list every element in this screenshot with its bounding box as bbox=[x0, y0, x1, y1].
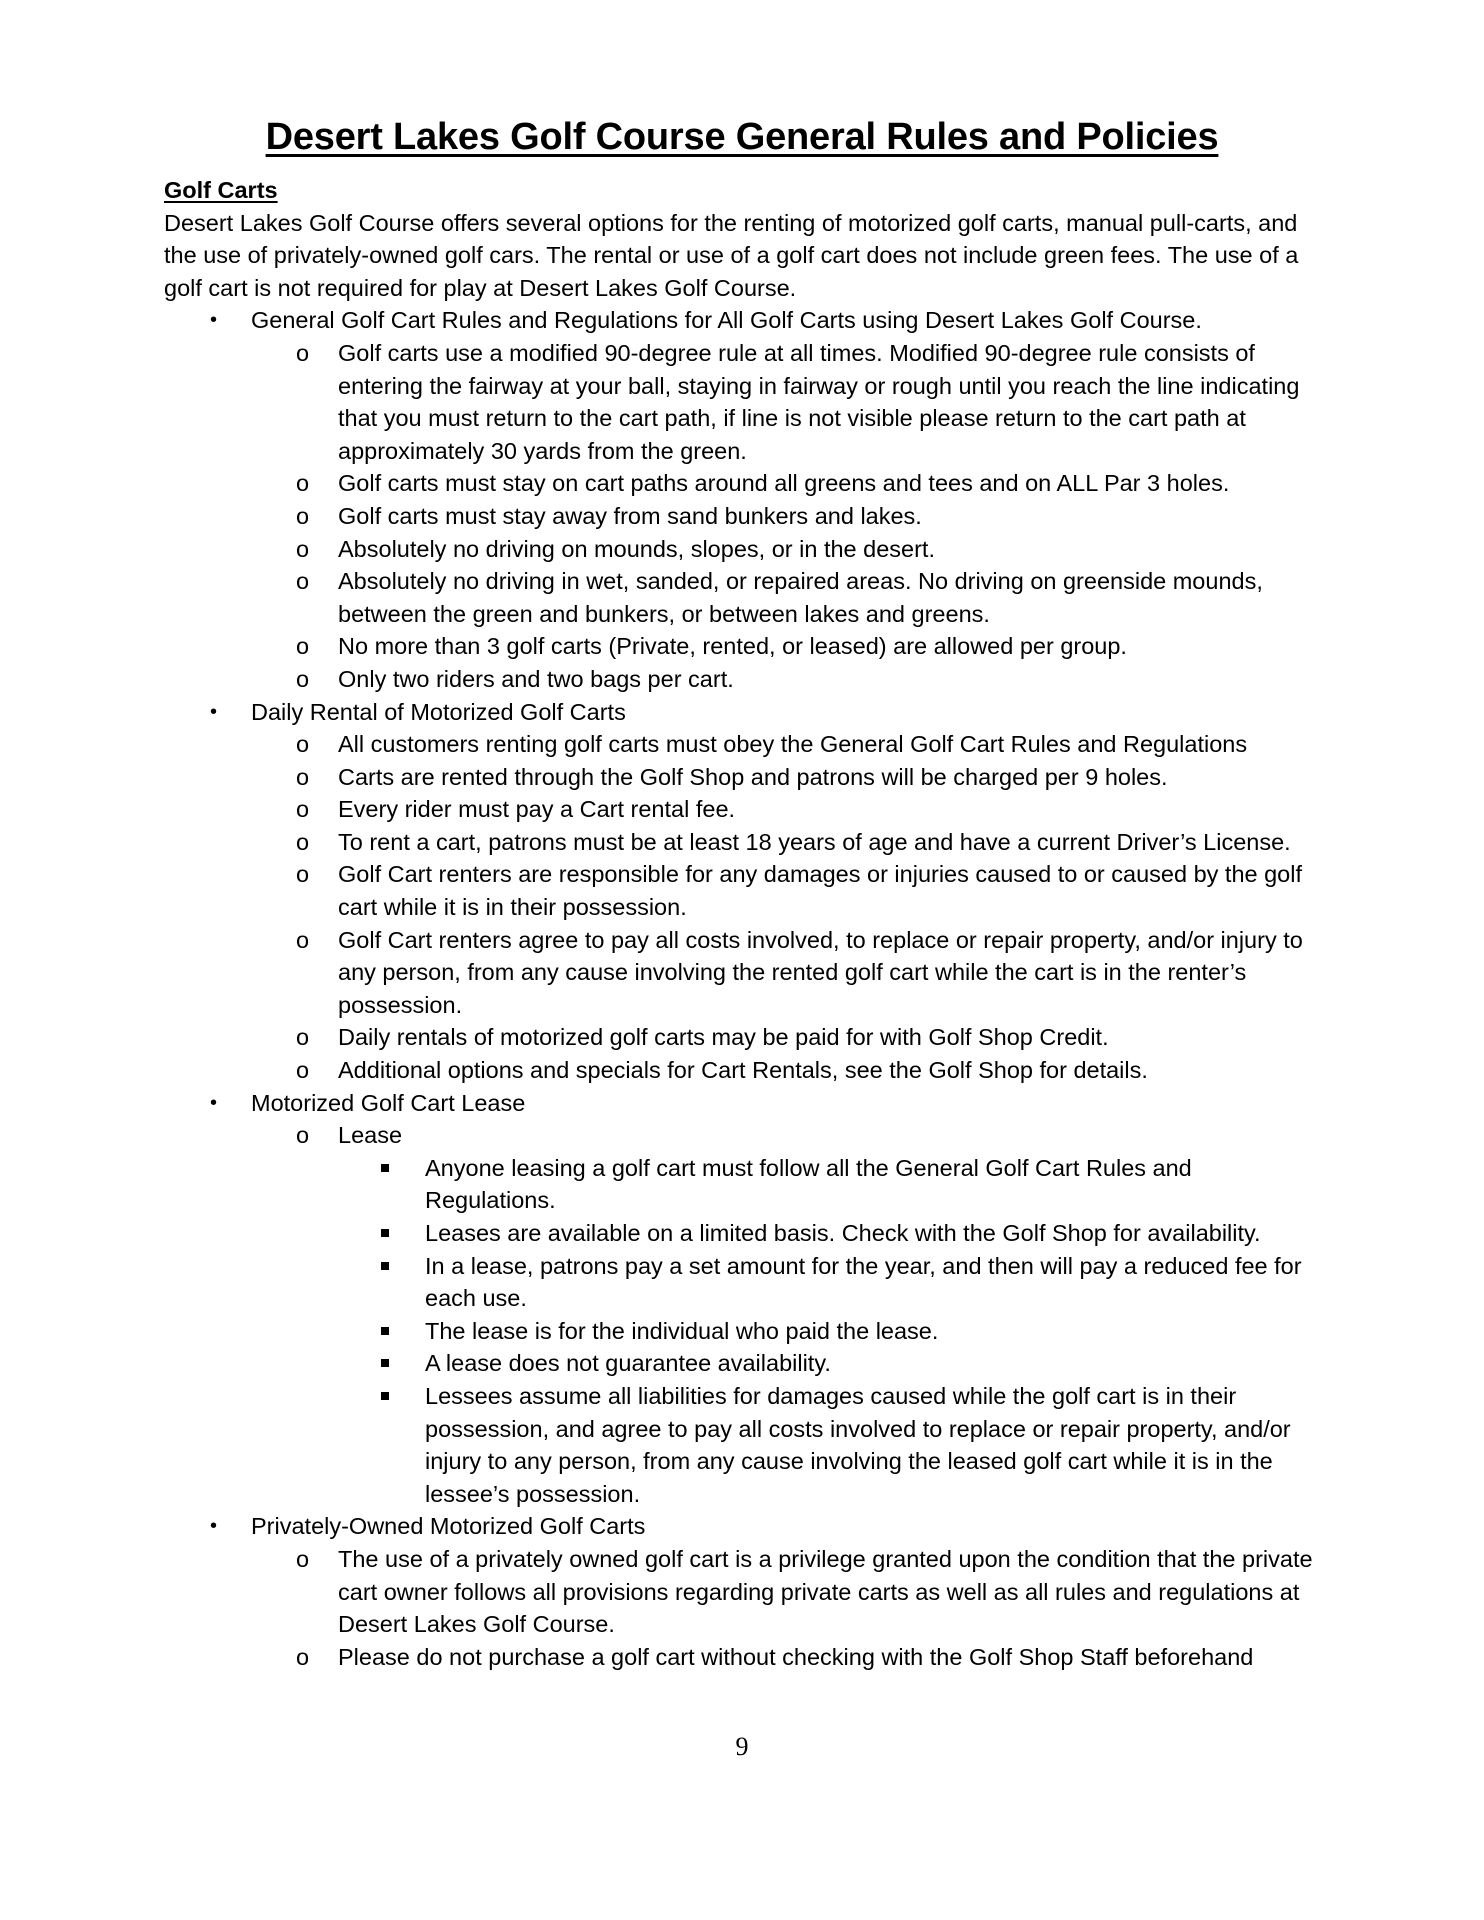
sublist-item-text: Absolutely no driving on mounds, slopes, or in the desert. bbox=[338, 535, 935, 562]
sublist-item bbox=[251, 630, 1314, 663]
lease-detail-item bbox=[338, 1347, 1314, 1380]
sublist-item bbox=[251, 663, 1314, 696]
circle-marker: o bbox=[296, 1545, 310, 1572]
circle-marker: o bbox=[296, 763, 310, 790]
circle-marker: o bbox=[296, 535, 310, 562]
square-bullet-marker bbox=[381, 1327, 389, 1335]
square-bullet-marker bbox=[381, 1392, 389, 1400]
sublist-item-text: Absolutely no driving in wet, sanded, or repaired areas. No driving on greenside mounds, between the green and bunkers, or between lakes and greens. bbox=[338, 568, 1263, 627]
circle-marker: o bbox=[296, 861, 310, 888]
lease-detail-text: In a lease, patrons pay a set amount for the year, and then will pay a reduced fee for each use. bbox=[425, 1252, 1302, 1312]
sublist-general-rules bbox=[251, 337, 1314, 696]
sublist-item-text: Golf Cart renters are responsible for any damages or injuries caused to or caused by the golf cart while it is in their possession. bbox=[338, 861, 1303, 921]
circle-marker: o bbox=[296, 1024, 310, 1051]
sublist-item-text: Daily rentals of motorized golf carts may be paid for with Golf Shop Credit. bbox=[338, 1024, 1109, 1051]
circle-marker: o bbox=[296, 926, 310, 953]
list-item-private-carts bbox=[164, 1510, 1314, 1673]
lease-detail-item bbox=[338, 1315, 1314, 1348]
sublist-item-text: Only two riders and two bags per cart. bbox=[338, 665, 734, 692]
sublist-item bbox=[251, 924, 1314, 1022]
sublist-item-text: Golf carts must stay away from sand bunkers and lakes. bbox=[338, 502, 922, 529]
sublist-item-text: Golf carts use a modified 90-degree rule at all times. Modified 90-degree rule consists of entering the fairway at your ball, staying in fairway or rough until you reach the line indicating that you must return to the cart path, if line is not visible please return to the cart path at approximately 30 yards from the green. bbox=[338, 339, 1300, 464]
sublist-item bbox=[251, 1641, 1314, 1674]
sublist-item bbox=[251, 1054, 1314, 1087]
lease-detail-item bbox=[338, 1217, 1314, 1250]
circle-marker: o bbox=[296, 665, 310, 692]
square-bullet-marker bbox=[381, 1262, 389, 1270]
sublist-item-lease bbox=[251, 1119, 1314, 1510]
bullet-marker: • bbox=[210, 1515, 218, 1538]
sublist-item bbox=[251, 1021, 1314, 1054]
sublist-item-text: Additional options and specials for Cart Rentals, see the Golf Shop for details. bbox=[338, 1057, 1148, 1084]
page-number: 9 bbox=[735, 1732, 749, 1761]
sublist-cart-lease bbox=[251, 1119, 1314, 1510]
lease-detail-item bbox=[338, 1380, 1314, 1510]
lease-detail-item bbox=[338, 1152, 1314, 1217]
bullet-marker: • bbox=[210, 309, 218, 332]
square-bullet-marker bbox=[381, 1229, 389, 1237]
document-title: Desert Lakes Golf Course General Rules and Policies bbox=[265, 116, 1219, 159]
lease-detail-text: The lease is for the individual who paid the lease. bbox=[425, 1317, 939, 1344]
square-bullet-marker bbox=[381, 1164, 389, 1172]
circle-marker: o bbox=[296, 828, 310, 855]
circle-marker: o bbox=[296, 339, 310, 366]
square-bullet-marker bbox=[381, 1359, 389, 1367]
sublist-item bbox=[251, 858, 1314, 923]
circle-marker: o bbox=[296, 568, 310, 595]
sublist-item bbox=[251, 500, 1314, 533]
sublist-item-text: Golf carts must stay on cart paths around all greens and tees and on ALL Par 3 holes. bbox=[338, 470, 1230, 497]
lease-detail-text: Leases are available on a limited basis. Check with the Golf Shop for availability. bbox=[425, 1220, 1261, 1246]
sublist-item-text: Lease bbox=[338, 1122, 403, 1149]
circle-marker: o bbox=[296, 1057, 310, 1084]
sublist-item bbox=[251, 1543, 1314, 1641]
sublist-item bbox=[251, 467, 1314, 500]
sublist-daily-rental bbox=[251, 728, 1314, 1087]
sublist-item-text: Golf Cart renters agree to pay all costs involved, to replace or repair property, and/or injury to any person, from any cause involving the rented golf cart while the cart is in the renter’s possession. bbox=[338, 926, 1303, 1018]
circle-marker: o bbox=[296, 1643, 310, 1670]
sublist-private-carts bbox=[251, 1543, 1314, 1673]
lease-detail-text: Anyone leasing a golf cart must follow all the General Golf Cart Rules and Regulations. bbox=[425, 1154, 1192, 1214]
lease-detail-item bbox=[338, 1250, 1314, 1315]
circle-marker: o bbox=[296, 796, 310, 823]
sublist-item-text: Carts are rented through the Golf Shop and patrons will be charged per 9 holes. bbox=[338, 763, 1168, 790]
sublist-item bbox=[251, 826, 1314, 859]
section-heading-golf-carts: Golf Carts bbox=[164, 177, 278, 203]
sublist-item-text: No more than 3 golf carts (Private, rented, or leased) are allowed per group. bbox=[338, 633, 1127, 660]
list-item-label: Motorized Golf Cart Lease bbox=[251, 1089, 526, 1116]
sublist-item-text: All customers renting golf carts must obey the General Golf Cart Rules and Regulations bbox=[338, 731, 1248, 758]
sublist-item bbox=[251, 337, 1314, 467]
circle-marker: o bbox=[296, 633, 310, 660]
sublist-item bbox=[251, 565, 1314, 630]
circle-marker: o bbox=[296, 470, 310, 497]
sublist-item bbox=[251, 533, 1314, 566]
list-item-label: General Golf Cart Rules and Regulations for All Golf Carts using Desert Lakes Golf Course. bbox=[251, 307, 1202, 334]
sublist-item-text: Please do not purchase a golf cart without checking with the Golf Shop Staff beforehand bbox=[338, 1643, 1254, 1670]
list-item-label: Privately-Owned Motorized Golf Carts bbox=[251, 1513, 646, 1540]
sublist-item-text: Every rider must pay a Cart rental fee. bbox=[338, 796, 736, 823]
sublist-item bbox=[251, 728, 1314, 761]
policy-list bbox=[164, 304, 1314, 1673]
lease-detail-text: A lease does not guarantee availability. bbox=[425, 1350, 831, 1377]
sublist-item bbox=[251, 793, 1314, 826]
lease-detail-text: Lessees assume all liabilities for damages caused while the golf cart is in their possession, and agree to pay all costs involved to replace or repair property, and/or injury to any person, from any cause involving the leased golf cart while it is in the lessee’s possession. bbox=[425, 1382, 1291, 1507]
bullet-marker: • bbox=[210, 1091, 218, 1114]
list-item-general-rules bbox=[164, 304, 1314, 695]
sublist-item-text: The use of a privately owned golf cart is a privilege granted upon the condition that the private cart owner follows all provisions regarding private carts as well as all rules and regulations at Desert Lakes Golf Course. bbox=[338, 1545, 1313, 1638]
intro-paragraph: Desert Lakes Golf Course offers several options for the renting of motorized golf carts, manual pull-carts, and the use of privately-owned golf cars. The rental or use of a golf cart does not include green fees. The use of a golf cart is not required for play at Desert Lakes Golf Course. bbox=[164, 209, 1299, 301]
document-body bbox=[164, 174, 1314, 1673]
list-item-cart-lease bbox=[164, 1087, 1314, 1511]
list-item-label: Daily Rental of Motorized Golf Carts bbox=[251, 698, 626, 725]
list-item-daily-rental bbox=[164, 696, 1314, 1087]
sublist-item bbox=[251, 761, 1314, 794]
sublist-item-text: To rent a cart, patrons must be at least 18 years of age and have a current Driver’s License. bbox=[338, 828, 1291, 855]
lease-detail-list bbox=[338, 1152, 1314, 1511]
bullet-marker: • bbox=[210, 700, 218, 723]
circle-marker: o bbox=[296, 502, 310, 529]
circle-marker: o bbox=[296, 731, 310, 758]
circle-marker: o bbox=[296, 1122, 310, 1149]
